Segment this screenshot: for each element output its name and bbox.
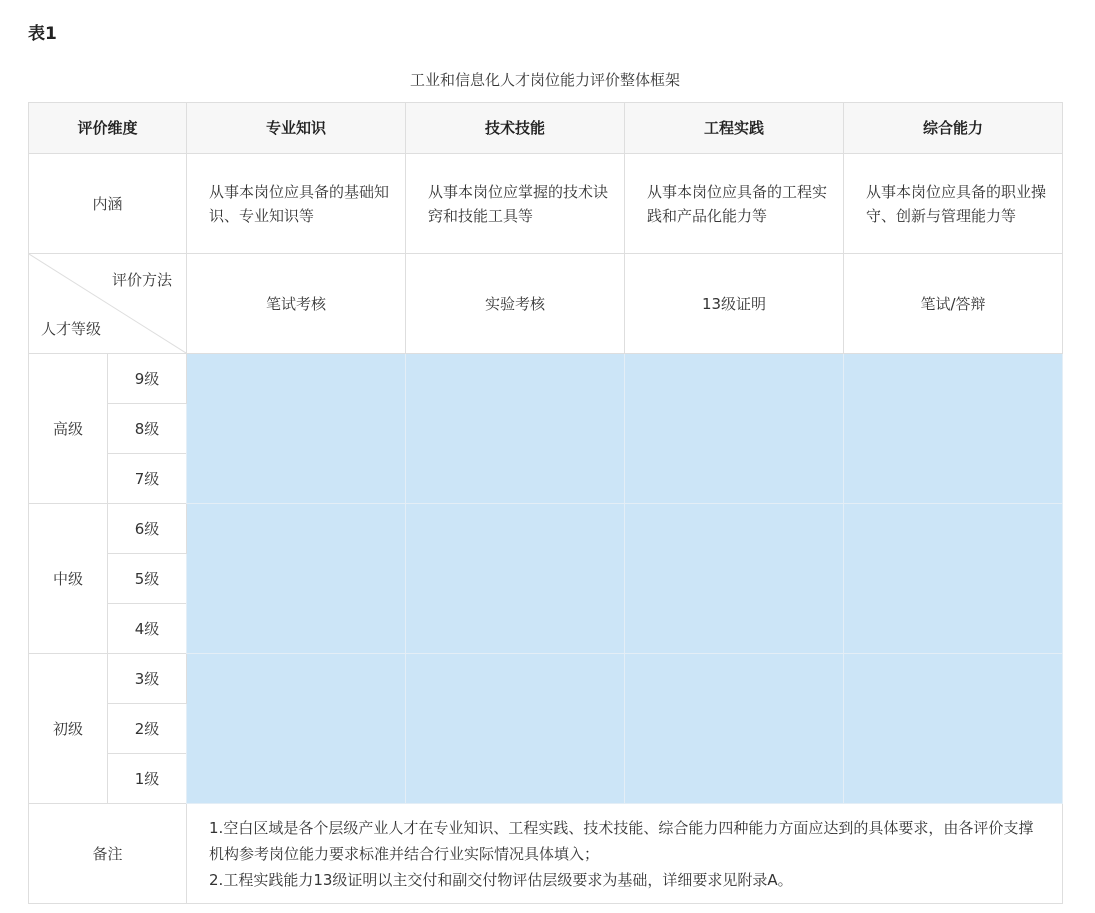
meaning-knowledge: 从事本岗位应具备的基础知识、专业知识等 bbox=[187, 154, 406, 254]
table-number-label: 表1 bbox=[28, 24, 57, 44]
blank-cell bbox=[406, 654, 625, 804]
note-row bbox=[29, 804, 1063, 904]
level-row bbox=[29, 654, 1063, 704]
level-row bbox=[29, 354, 1063, 404]
level-group-intermediate: 中级 bbox=[29, 504, 108, 654]
blank-cell bbox=[844, 504, 1063, 654]
evaluation-framework-table bbox=[28, 102, 1063, 904]
method-row bbox=[29, 254, 1063, 354]
meaning-practice: 从事本岗位应具备的工程实践和产品化能力等 bbox=[625, 154, 844, 254]
grade-cell: 8级 bbox=[108, 404, 187, 454]
note-line-2: 2.工程实践能力13级证明以主交付和副交付物评估层级要求为基础，详细要求见附录A。 bbox=[209, 870, 793, 889]
header-row bbox=[29, 103, 1063, 154]
meaning-row bbox=[29, 154, 1063, 254]
blank-cell bbox=[844, 354, 1063, 504]
header-col-skills: 技术技能 bbox=[406, 103, 625, 154]
blank-cell bbox=[844, 654, 1063, 804]
level-group-junior: 初级 bbox=[29, 654, 108, 804]
method-practice: 13级证明 bbox=[625, 254, 844, 354]
note-line-1: 1.空白区域是各个层级产业人才在专业知识、工程实践、技术技能、综合能力四种能力方面应达到的具体要求，由各评价支撑机构参考岗位能力要求标准并结合行业实际情况具体填入； bbox=[209, 818, 1034, 863]
meaning-comprehensive: 从事本岗位应具备的职业操守、创新与管理能力等 bbox=[844, 154, 1063, 254]
blank-cell bbox=[187, 654, 406, 804]
level-row bbox=[29, 504, 1063, 554]
grade-cell: 7级 bbox=[108, 454, 187, 504]
grade-cell: 9级 bbox=[108, 354, 187, 404]
grade-cell: 5级 bbox=[108, 554, 187, 604]
grade-cell: 1级 bbox=[108, 754, 187, 804]
grade-cell: 2级 bbox=[108, 704, 187, 754]
method-knowledge: 笔试考核 bbox=[187, 254, 406, 354]
meaning-skills: 从事本岗位应掌握的技术诀窍和技能工具等 bbox=[406, 154, 625, 254]
blank-cell bbox=[625, 354, 844, 504]
blank-cell bbox=[406, 354, 625, 504]
method-comprehensive: 笔试/答辩 bbox=[844, 254, 1063, 354]
level-group-senior: 高级 bbox=[29, 354, 108, 504]
blank-cell bbox=[187, 504, 406, 654]
blank-cell bbox=[625, 504, 844, 654]
corner-label-level: 人才等级 bbox=[41, 320, 102, 338]
blank-cell bbox=[406, 504, 625, 654]
meaning-label: 内涵 bbox=[29, 154, 187, 254]
method-skills: 实验考核 bbox=[406, 254, 625, 354]
header-col-comprehensive: 综合能力 bbox=[844, 103, 1063, 154]
grade-cell: 3级 bbox=[108, 654, 187, 704]
blank-cell bbox=[625, 654, 844, 804]
corner-label-method: 评价方法 bbox=[112, 271, 173, 289]
diagonal-corner-cell bbox=[29, 254, 187, 354]
header-dimension: 评价维度 bbox=[29, 103, 187, 154]
grade-cell: 6级 bbox=[108, 504, 187, 554]
note-content bbox=[187, 804, 1063, 904]
grade-cell: 4级 bbox=[108, 604, 187, 654]
header-col-practice: 工程实践 bbox=[625, 103, 844, 154]
note-label: 备注 bbox=[29, 804, 187, 904]
table-caption: 工业和信息化人才岗位能力评价整体框架 bbox=[409, 71, 680, 89]
header-col-knowledge: 专业知识 bbox=[187, 103, 406, 154]
blank-cell bbox=[187, 354, 406, 504]
